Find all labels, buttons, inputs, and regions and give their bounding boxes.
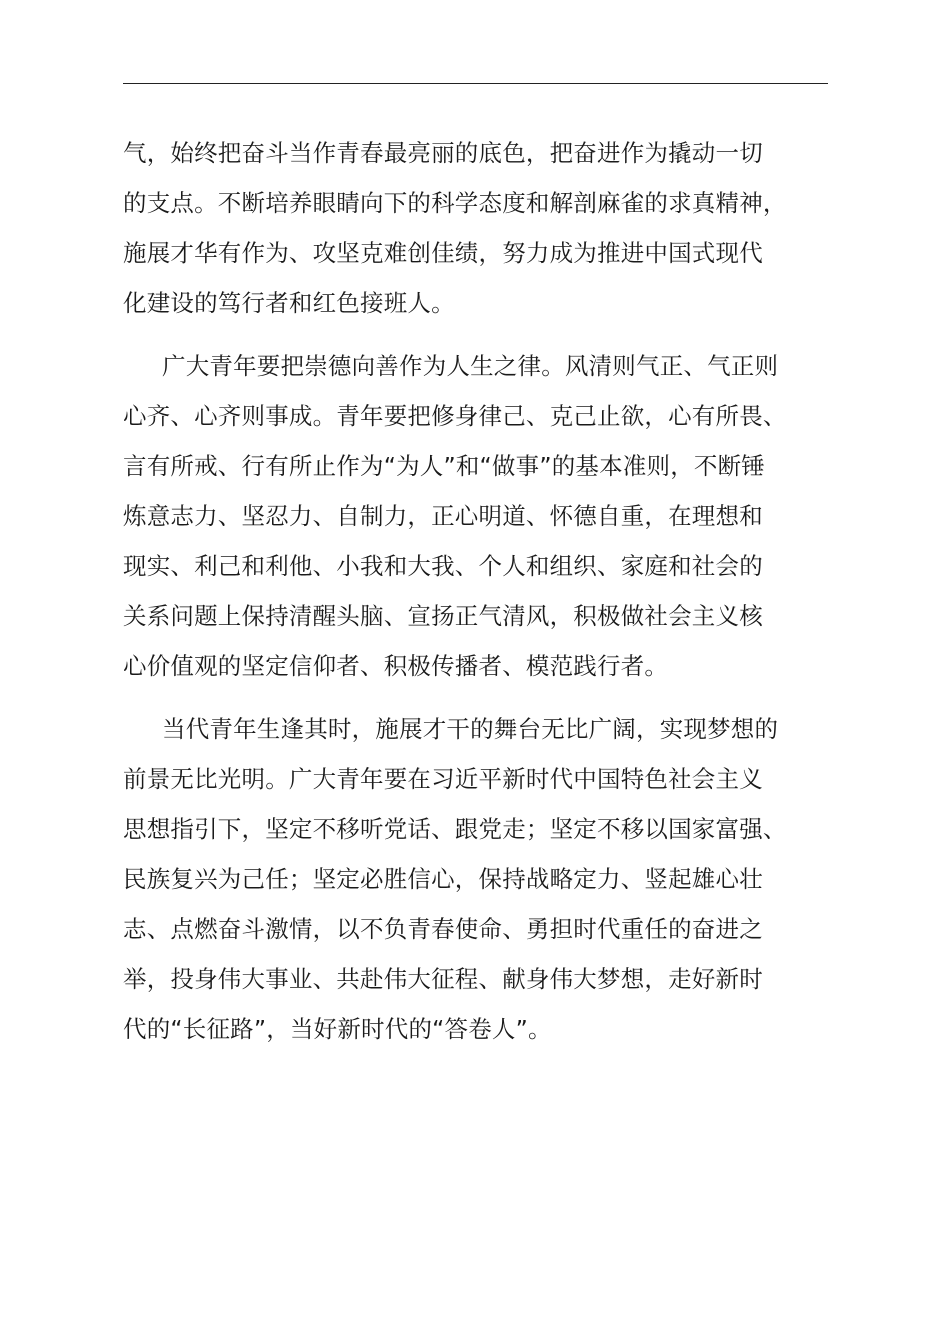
text-line: 民族复兴为己任；坚定必胜信心，保持战略定力、竖起雄心壮	[123, 865, 763, 893]
text-line: 心齐、心齐则事成。青年要把修身律己、克己止欲，心有所畏、	[123, 402, 787, 430]
text-line-first: 广大青年要把崇德向善作为人生之律。风清则气正、气正则	[162, 352, 779, 380]
paragraph-1	[123, 128, 833, 328]
text-line: 施展才华有作为、攻坚克难创佳绩，努力成为推进中国式现代	[123, 239, 763, 267]
text-line: 举，投身伟大事业、共赴伟大征程、献身伟大梦想，走好新时	[123, 965, 763, 993]
text-line: 志、点燃奋斗激情，以不负青春使命、勇担时代重任的奋进之	[123, 915, 763, 943]
paragraph-3	[123, 704, 833, 1054]
text-line: 现实、利己和利他、小我和大我、个人和组织、家庭和社会的	[123, 552, 763, 580]
text-line: 言有所戒、行有所止作为“为人”和“做事”的基本准则，不断锤	[123, 452, 765, 480]
text-line: 气，始终把奋斗当作青春最亮丽的底色，把奋进作为撬动一切	[123, 139, 763, 167]
text-line-first: 当代青年生逢其时，施展才干的舞台无比广阔，实现梦想的	[162, 715, 779, 743]
text-line: 的支点。不断培养眼睛向下的科学态度和解剖麻雀的求真精神，	[123, 189, 787, 217]
document-body	[123, 128, 833, 1054]
text-line: 前景无比光明。广大青年要在习近平新时代中国特色社会主义	[123, 765, 763, 793]
text-line: 化建设的笃行者和红色接班人。	[123, 289, 455, 317]
text-line: 关系问题上保持清醒头脑、宣扬正气清风，积极做社会主义核	[123, 602, 763, 630]
text-line: 思想指引下，坚定不移听党话、跟党走；坚定不移以国家富强、	[123, 815, 787, 843]
paragraph-2	[123, 341, 833, 691]
text-line: 代的“长征路”，当好新时代的“答卷人”。	[123, 1015, 552, 1043]
header-rule	[123, 83, 828, 84]
text-line: 炼意志力、坚忍力、自制力，正心明道、怀德自重，在理想和	[123, 502, 763, 530]
text-line: 心价值观的坚定信仰者、积极传播者、模范践行者。	[123, 652, 669, 680]
